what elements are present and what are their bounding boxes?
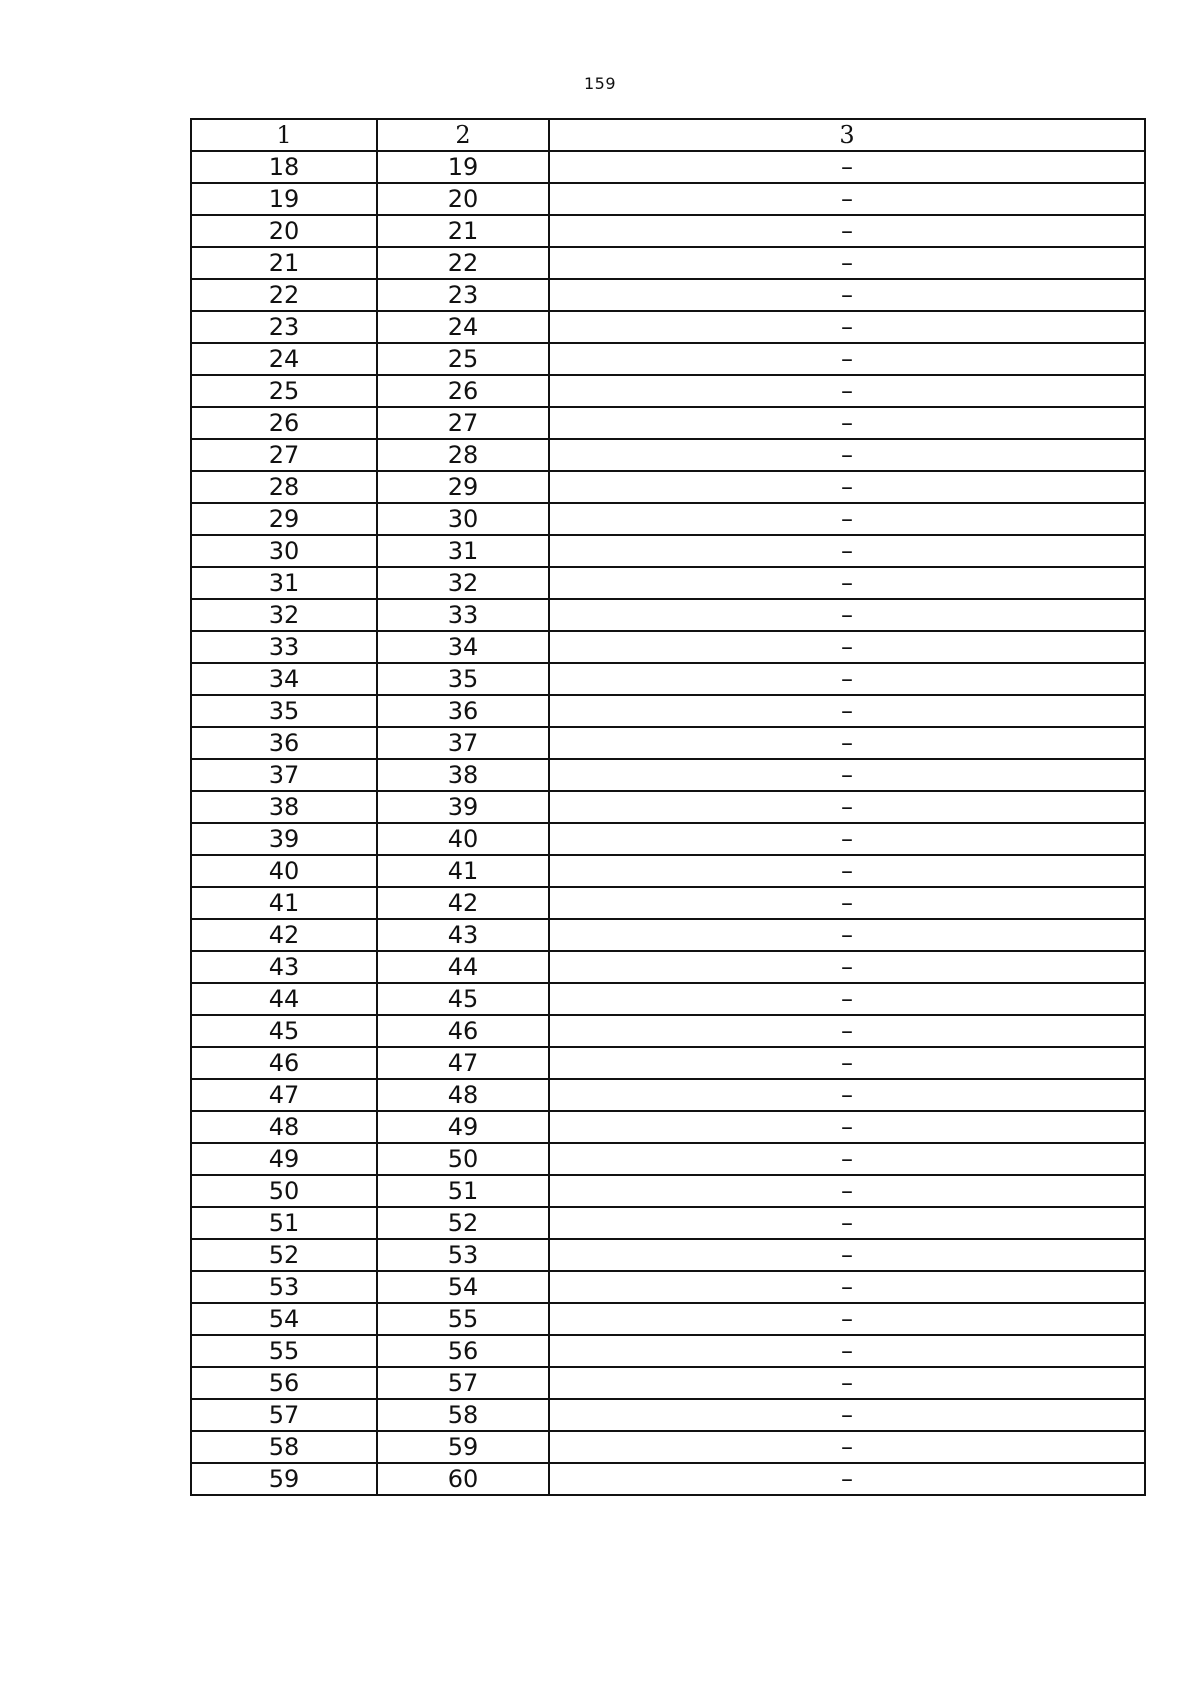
table-cell-col-3: – bbox=[549, 183, 1145, 215]
table-cell-col-2: 27 bbox=[377, 407, 549, 439]
table-cell-col-2: 46 bbox=[377, 1015, 549, 1047]
table-row bbox=[191, 823, 1145, 855]
table-row bbox=[191, 471, 1145, 503]
table-row bbox=[191, 407, 1145, 439]
table-cell-col-2: 21 bbox=[377, 215, 549, 247]
table-cell-col-2: 20 bbox=[377, 183, 549, 215]
table-cell-col-3: – bbox=[549, 375, 1145, 407]
table-cell-col-3: – bbox=[549, 1143, 1145, 1175]
table-cell-col-1: 48 bbox=[191, 1111, 377, 1143]
table-row bbox=[191, 1111, 1145, 1143]
table-row bbox=[191, 1239, 1145, 1271]
table-cell-col-1: 59 bbox=[191, 1463, 377, 1495]
table-cell-col-3: – bbox=[549, 1399, 1145, 1431]
table-cell-col-2: 45 bbox=[377, 983, 549, 1015]
table-row bbox=[191, 951, 1145, 983]
table-cell-col-2: 23 bbox=[377, 279, 549, 311]
table-row bbox=[191, 1047, 1145, 1079]
table-cell-col-3: – bbox=[549, 503, 1145, 535]
table-cell-col-2: 40 bbox=[377, 823, 549, 855]
data-table bbox=[190, 118, 1146, 1496]
page-number: 159 bbox=[583, 74, 617, 93]
table-cell-col-1: 41 bbox=[191, 887, 377, 919]
table-cell-col-1: 18 bbox=[191, 151, 377, 183]
table-cell-col-1: 34 bbox=[191, 663, 377, 695]
table-cell-col-1: 50 bbox=[191, 1175, 377, 1207]
table-row bbox=[191, 1079, 1145, 1111]
table-cell-col-2: 39 bbox=[377, 791, 549, 823]
table-cell-col-2: 55 bbox=[377, 1303, 549, 1335]
table-cell-col-2: 54 bbox=[377, 1271, 549, 1303]
table-cell-col-3: – bbox=[549, 887, 1145, 919]
table-cell-col-2: 60 bbox=[377, 1463, 549, 1495]
table-row bbox=[191, 695, 1145, 727]
table-cell-col-1: 19 bbox=[191, 183, 377, 215]
table-row bbox=[191, 887, 1145, 919]
table-cell-col-3: – bbox=[549, 1047, 1145, 1079]
table-cell-col-1: 21 bbox=[191, 247, 377, 279]
table-cell-col-1: 36 bbox=[191, 727, 377, 759]
table-row bbox=[191, 1143, 1145, 1175]
table-row bbox=[191, 343, 1145, 375]
table-cell-col-2: 42 bbox=[377, 887, 549, 919]
table-cell-col-1: 49 bbox=[191, 1143, 377, 1175]
table-cell-col-2: 33 bbox=[377, 599, 549, 631]
table-cell-col-1: 54 bbox=[191, 1303, 377, 1335]
table-cell-col-2: 58 bbox=[377, 1399, 549, 1431]
table-cell-col-3: – bbox=[549, 823, 1145, 855]
table-cell-col-1: 30 bbox=[191, 535, 377, 567]
column-header-1: 1 bbox=[191, 119, 377, 151]
table-cell-col-2: 59 bbox=[377, 1431, 549, 1463]
table-cell-col-1: 42 bbox=[191, 919, 377, 951]
table-cell-col-1: 43 bbox=[191, 951, 377, 983]
table-row bbox=[191, 247, 1145, 279]
table-cell-col-3: – bbox=[549, 855, 1145, 887]
table-cell-col-3: – bbox=[549, 951, 1145, 983]
table-row bbox=[191, 727, 1145, 759]
table-cell-col-3: – bbox=[549, 311, 1145, 343]
table-cell-col-1: 40 bbox=[191, 855, 377, 887]
table-cell-col-3: – bbox=[549, 1367, 1145, 1399]
table-cell-col-3: – bbox=[549, 759, 1145, 791]
table-row bbox=[191, 1463, 1145, 1495]
table-cell-col-1: 46 bbox=[191, 1047, 377, 1079]
table-row bbox=[191, 663, 1145, 695]
table-cell-col-2: 44 bbox=[377, 951, 549, 983]
table-cell-col-1: 24 bbox=[191, 343, 377, 375]
table-cell-col-1: 27 bbox=[191, 439, 377, 471]
table-row bbox=[191, 599, 1145, 631]
table-cell-col-3: – bbox=[549, 1335, 1145, 1367]
table-cell-col-1: 32 bbox=[191, 599, 377, 631]
table-cell-col-1: 22 bbox=[191, 279, 377, 311]
table-cell-col-2: 30 bbox=[377, 503, 549, 535]
table-row bbox=[191, 631, 1145, 663]
table-cell-col-1: 29 bbox=[191, 503, 377, 535]
table-cell-col-2: 22 bbox=[377, 247, 549, 279]
table-cell-col-2: 35 bbox=[377, 663, 549, 695]
table-cell-col-2: 43 bbox=[377, 919, 549, 951]
table-cell-col-3: – bbox=[549, 151, 1145, 183]
table-cell-col-2: 34 bbox=[377, 631, 549, 663]
table-row bbox=[191, 311, 1145, 343]
table-cell-col-1: 38 bbox=[191, 791, 377, 823]
table-cell-col-2: 52 bbox=[377, 1207, 549, 1239]
table-cell-col-2: 32 bbox=[377, 567, 549, 599]
column-header-3: 3 bbox=[549, 119, 1145, 151]
table-row bbox=[191, 1015, 1145, 1047]
table-cell-col-1: 31 bbox=[191, 567, 377, 599]
table-cell-col-1: 37 bbox=[191, 759, 377, 791]
table-cell-col-3: – bbox=[549, 663, 1145, 695]
table-body bbox=[191, 119, 1145, 1495]
table-row bbox=[191, 1271, 1145, 1303]
table-cell-col-3: – bbox=[549, 599, 1145, 631]
table-cell-col-3: – bbox=[549, 279, 1145, 311]
table-cell-col-2: 50 bbox=[377, 1143, 549, 1175]
table-cell-col-1: 33 bbox=[191, 631, 377, 663]
table-row bbox=[191, 439, 1145, 471]
table-row bbox=[191, 151, 1145, 183]
table-row bbox=[191, 1431, 1145, 1463]
table-row bbox=[191, 983, 1145, 1015]
table-cell-col-3: – bbox=[549, 247, 1145, 279]
table-row bbox=[191, 1207, 1145, 1239]
table-cell-col-3: – bbox=[549, 791, 1145, 823]
table-cell-col-1: 57 bbox=[191, 1399, 377, 1431]
table-cell-col-2: 41 bbox=[377, 855, 549, 887]
table-cell-col-2: 53 bbox=[377, 1239, 549, 1271]
table-cell-col-1: 53 bbox=[191, 1271, 377, 1303]
table-cell-col-2: 51 bbox=[377, 1175, 549, 1207]
table-cell-col-3: – bbox=[549, 1239, 1145, 1271]
table-cell-col-2: 37 bbox=[377, 727, 549, 759]
table-cell-col-3: – bbox=[549, 919, 1145, 951]
table-cell-col-2: 56 bbox=[377, 1335, 549, 1367]
table-cell-col-2: 36 bbox=[377, 695, 549, 727]
table-cell-col-2: 47 bbox=[377, 1047, 549, 1079]
table-cell-col-1: 26 bbox=[191, 407, 377, 439]
table-cell-col-3: – bbox=[549, 695, 1145, 727]
table-row bbox=[191, 1399, 1145, 1431]
table-cell-col-3: – bbox=[549, 727, 1145, 759]
table-cell-col-3: – bbox=[549, 343, 1145, 375]
table-row bbox=[191, 215, 1145, 247]
table-row bbox=[191, 183, 1145, 215]
table-cell-col-1: 44 bbox=[191, 983, 377, 1015]
table-cell-col-1: 52 bbox=[191, 1239, 377, 1271]
table-cell-col-3: – bbox=[549, 1111, 1145, 1143]
table-cell-col-2: 19 bbox=[377, 151, 549, 183]
table-cell-col-3: – bbox=[549, 407, 1145, 439]
table-cell-col-1: 23 bbox=[191, 311, 377, 343]
table-row bbox=[191, 503, 1145, 535]
table-cell-col-3: – bbox=[549, 215, 1145, 247]
table-cell-col-1: 45 bbox=[191, 1015, 377, 1047]
table-row bbox=[191, 1303, 1145, 1335]
table-cell-col-2: 38 bbox=[377, 759, 549, 791]
table-cell-col-1: 58 bbox=[191, 1431, 377, 1463]
table-cell-col-1: 47 bbox=[191, 1079, 377, 1111]
table-row bbox=[191, 567, 1145, 599]
table-cell-col-3: – bbox=[549, 567, 1145, 599]
table-cell-col-1: 35 bbox=[191, 695, 377, 727]
table-row bbox=[191, 919, 1145, 951]
table-cell-col-3: – bbox=[549, 631, 1145, 663]
table-cell-col-3: – bbox=[549, 1079, 1145, 1111]
table-cell-col-1: 20 bbox=[191, 215, 377, 247]
table-cell-col-2: 48 bbox=[377, 1079, 549, 1111]
table-row bbox=[191, 791, 1145, 823]
table-cell-col-1: 25 bbox=[191, 375, 377, 407]
table-cell-col-3: – bbox=[549, 535, 1145, 567]
table-cell-col-1: 56 bbox=[191, 1367, 377, 1399]
table-row bbox=[191, 279, 1145, 311]
table-cell-col-3: – bbox=[549, 1207, 1145, 1239]
table-cell-col-3: – bbox=[549, 1463, 1145, 1495]
table-cell-col-3: – bbox=[549, 471, 1145, 503]
table-header-row bbox=[191, 119, 1145, 151]
table-row bbox=[191, 1335, 1145, 1367]
table-cell-col-3: – bbox=[549, 983, 1145, 1015]
table-cell-col-3: – bbox=[549, 1431, 1145, 1463]
table-cell-col-1: 51 bbox=[191, 1207, 377, 1239]
table-row bbox=[191, 855, 1145, 887]
table-cell-col-1: 28 bbox=[191, 471, 377, 503]
table-row bbox=[191, 1367, 1145, 1399]
table-cell-col-2: 26 bbox=[377, 375, 549, 407]
table-cell-col-2: 25 bbox=[377, 343, 549, 375]
table-cell-col-1: 39 bbox=[191, 823, 377, 855]
table-cell-col-3: – bbox=[549, 1175, 1145, 1207]
table-row bbox=[191, 1175, 1145, 1207]
table-cell-col-3: – bbox=[549, 1015, 1145, 1047]
table-row bbox=[191, 375, 1145, 407]
table-cell-col-3: – bbox=[549, 1271, 1145, 1303]
table-cell-col-1: 55 bbox=[191, 1335, 377, 1367]
table-cell-col-2: 29 bbox=[377, 471, 549, 503]
table-cell-col-3: – bbox=[549, 439, 1145, 471]
table-row bbox=[191, 535, 1145, 567]
table-cell-col-3: – bbox=[549, 1303, 1145, 1335]
table-cell-col-2: 28 bbox=[377, 439, 549, 471]
table-cell-col-2: 24 bbox=[377, 311, 549, 343]
table-cell-col-2: 57 bbox=[377, 1367, 549, 1399]
column-header-2: 2 bbox=[377, 119, 549, 151]
table-cell-col-2: 49 bbox=[377, 1111, 549, 1143]
table-cell-col-2: 31 bbox=[377, 535, 549, 567]
table-row bbox=[191, 759, 1145, 791]
